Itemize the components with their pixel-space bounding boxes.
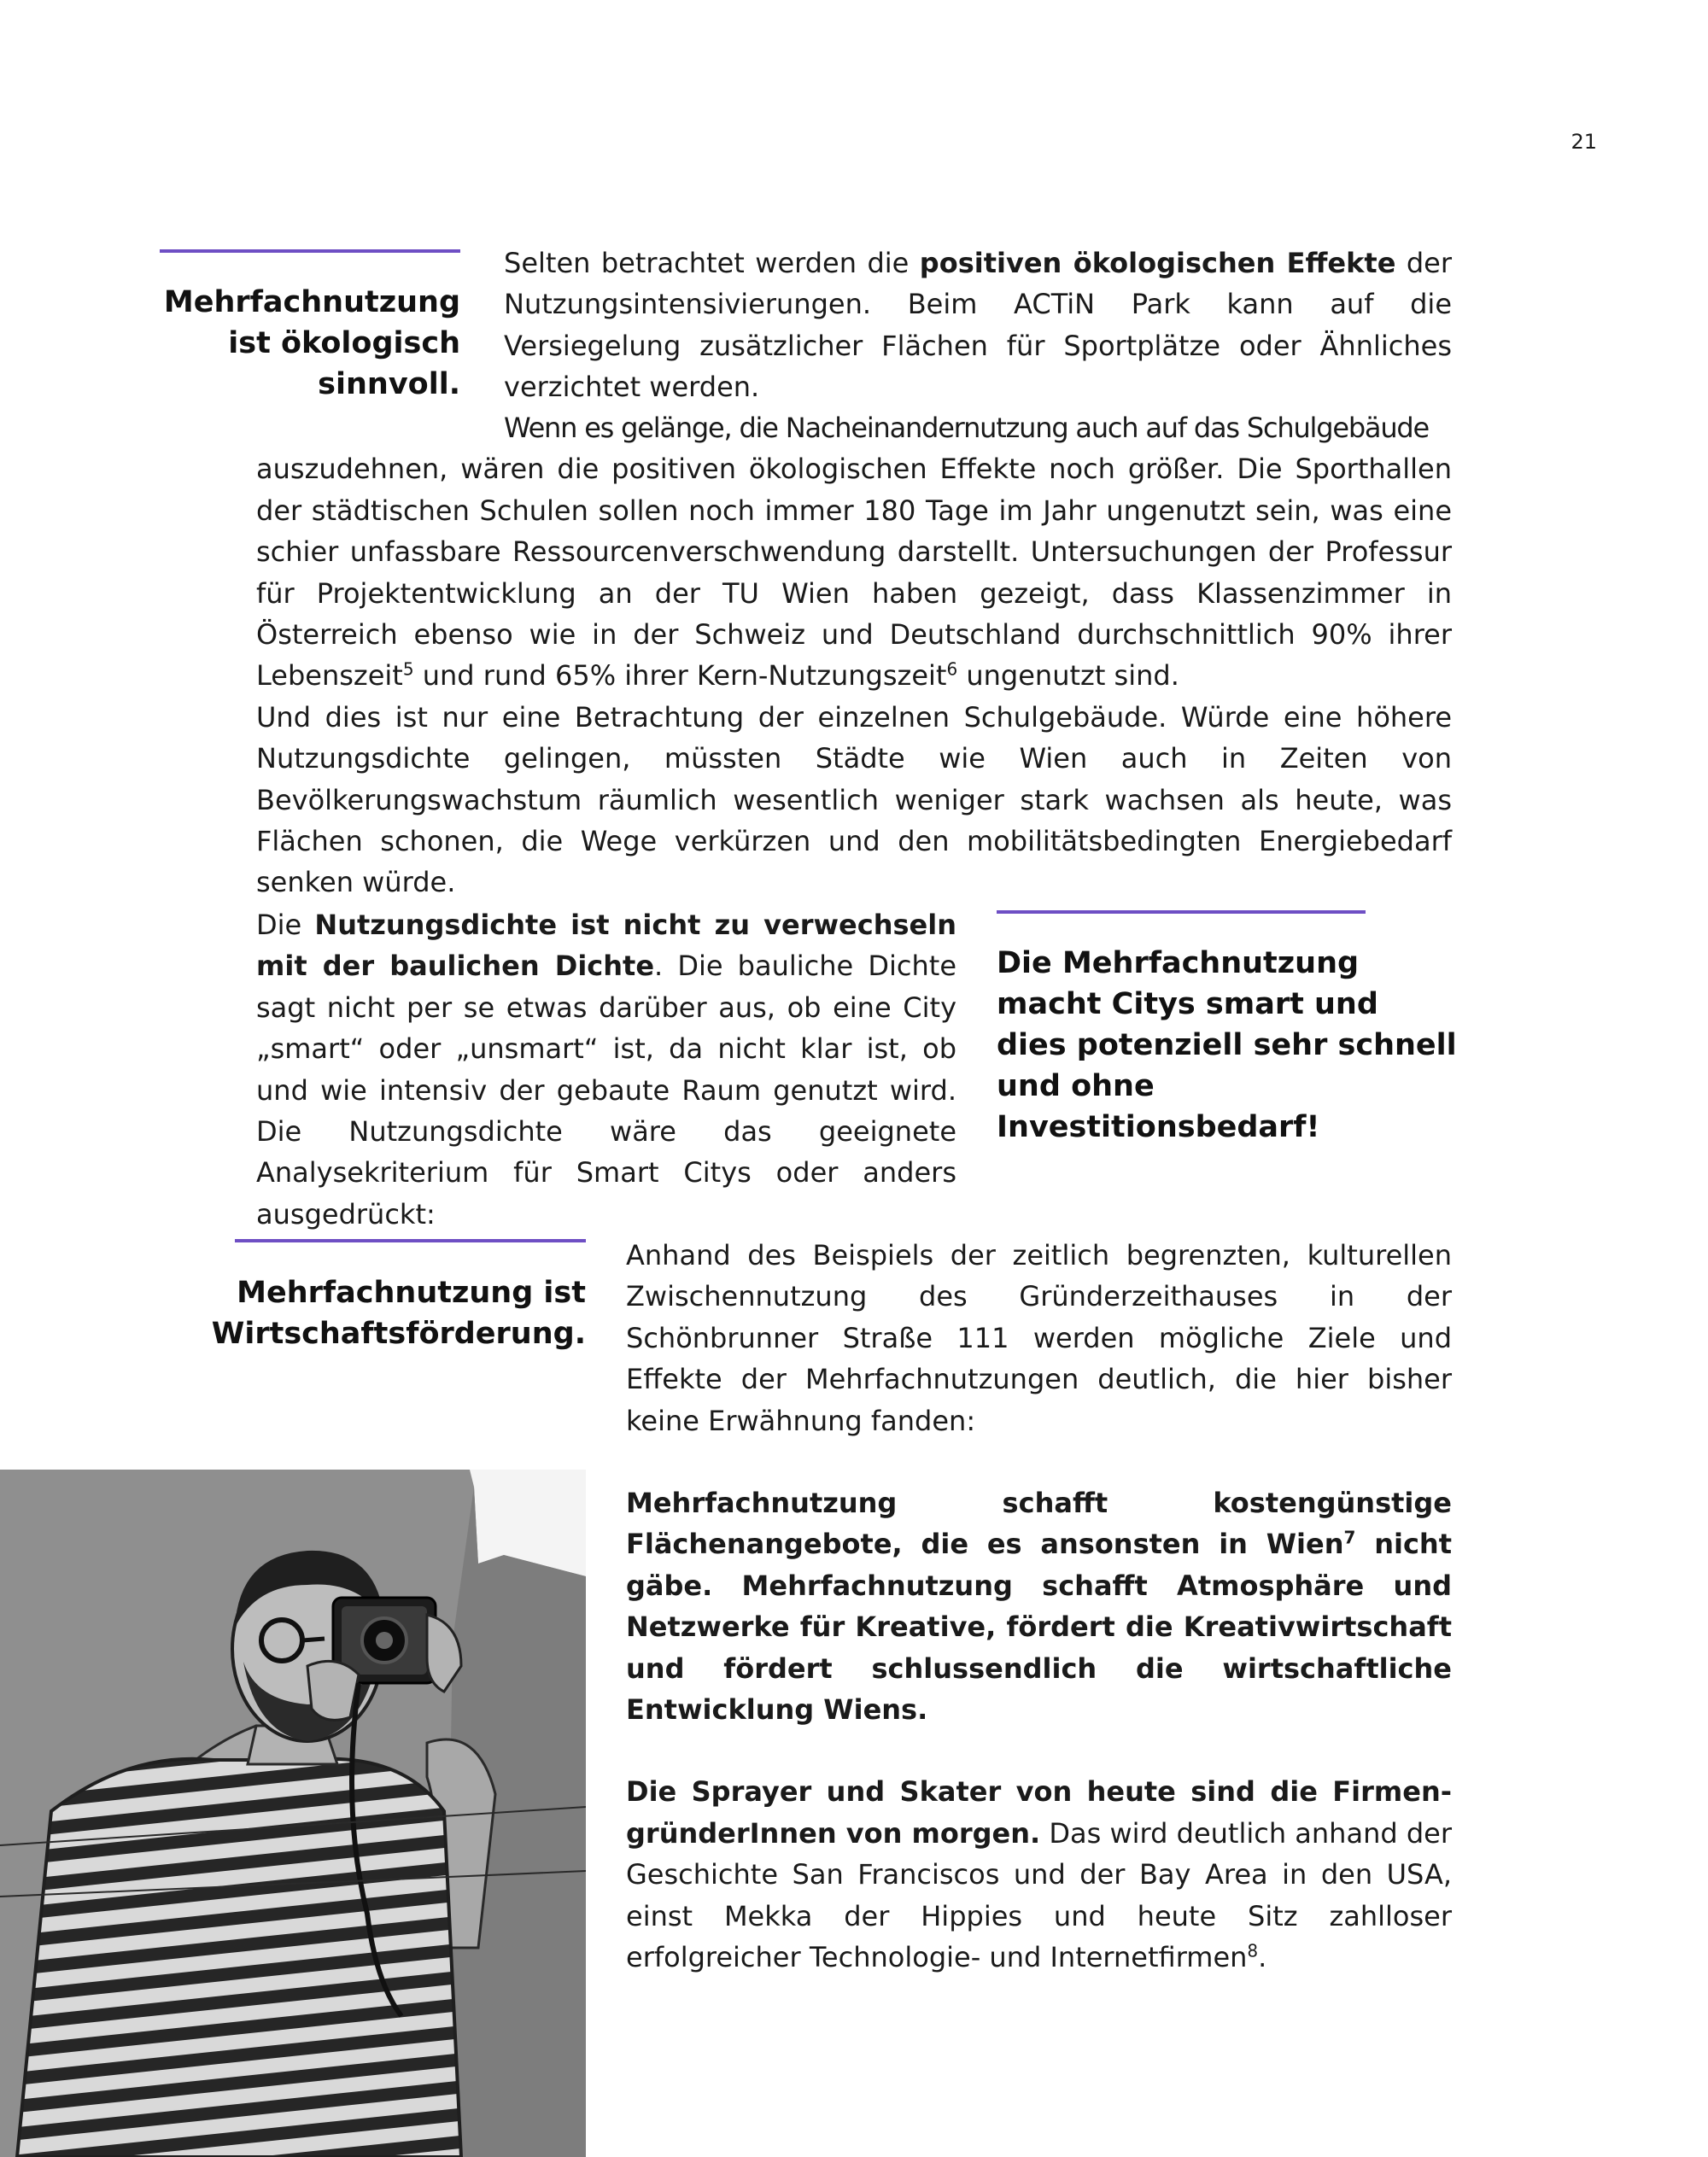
paragraph-example: Anhand des Beispiels der zeitlich begrenzten, kulturellen Zwischennutzung des Gründerzeithauses in der Schönbrunner Straße 111 werden mögliche Ziele und Effekte der Mehrfachnutzungen deutlich, die hier bisher keine Erwähnung fanden: [626, 1239, 1452, 1437]
section-heading-economy: Mehrfachnutzung ist Wirtschaftsförderung. [211, 1276, 586, 1351]
footnote-ref: 6 [946, 658, 958, 680]
footnote-ref: 8 [1247, 1940, 1259, 1961]
callout-quote: Die Mehrfachnutzung macht Citys smart und dies potenziell sehr schnell und ohne Investitionsbedarf! [997, 946, 1457, 1144]
section-heading-ecology: Mehrfachnutzung ist ökologisch sinnvoll. [163, 285, 460, 401]
mural-photo [0, 1470, 586, 2157]
paragraph-bold-claims: Mehrfachnutzung schafft kostengünstige Flächenangebote, die es ansonsten in Wien$^7$ nicht gäbe. Mehrfachnutzung schafft Atmosphäre und Netzwerke für Kreative, fördert die Kreativwirtschaft und fördert schlussendlich die wirtschaftliche Entwicklung Wiens. [626, 1487, 1453, 1727]
bold-phrase: Nutzungsdichte ist nicht zu verwechseln mit der baulichen Dichte [256, 909, 957, 983]
mural-illustration [0, 1470, 586, 2157]
heading-rule [235, 1239, 586, 1242]
footnote-ref: 5 [402, 658, 414, 680]
paragraph-usage-density: Die Nutzungsdichte ist nicht zu verwechseln mit der baulichen Dichte. Die bauliche Dichte sagt nicht per se etwas darüber aus, ob eine City „smart“ oder „unsmart“ ist, da nicht klar ist, ob und wie intensiv der gebaute Raum genutzt wird. Die Nutzungsdichte wäre das geeignete Analysekriterium für Smart Citys oder anders ausgedrückt: [256, 909, 957, 1230]
intro-paragraph: Selten betrachtet werden die positiven ökologischen Effekte der Nutzungsintensivierungen. Beim ACTiN Park kann auf die Versiegelung zusätzlicher Flächen für Sportplätze oder Ähnliches verzichtet werden. [504, 247, 1453, 404]
page-number: 21 [1571, 130, 1597, 154]
paragraph-founders: Die Sprayer und Skater von heute sind die FirmengründerInnen von morgen. Das wird deutlich anhand der Geschichte San Franciscos und der Bay Area in den USA, einst Mekka der Hippies und heute Sitz zahlloser erfolgreicher Technologie- und Internetfirmen$^8$. [626, 1775, 1453, 1974]
heading-rule [160, 249, 460, 253]
first-line: Wenn es gelänge, die Nacheinandernutzung auch auf das Schulgebäude [504, 412, 1430, 444]
paragraph-density: Und dies ist nur eine Betrachtung der einzelnen Schulgebäude. Würde eine höhere Nutzungsdichte gelingen, müssten Städte wie Wien auch in Zeiten von Bevölkerungswachstum räumlich wesentlich weniger stark wachsen als heute, was Flächen schonen, die Wege verkürzen und den mobilitätsbedingten Energiebedarf senken würde. [256, 700, 1452, 899]
footnote-ref: 7 [1343, 1527, 1356, 1548]
callout-rule [997, 910, 1366, 914]
paragraph-ecology-continued: Wenn es gelänge, die Nacheinandernutzung auch auf das Schulgebäude auszudehnen, wären die positiven ökologischen Effekte noch größer. Die Sporthallen der städtischen Schulen sollen noch immer 180 Tage im Jahr ungenutzt sein, was eine schier unfassbare Ressourcenverschwendung darstellt. Untersuchungen der Professur für Projektentwicklung an der TU Wien haben gezeigt, dass Klassenzimmer in Österreich ebenso wie in der Schweiz und Deutschland durchschnittlich 90% ihrer Lebenszeit$^5$ und rund 65% ihrer Kern-Nutzungszeit$^6$ ungenutzt sind. Und dies ist nur eine Betrachtung der einzelnen Schulgebäude. Würde eine höhere Nutzungsdichte gelingen, müssten Städte wie Wien auch in Zeiten von Bevölkerungswachstum räumlich wesentlich weniger stark wachsen als heute, was Flächen schonen, die Wege verkürzen und den mobilitätsbedingten Energiebedarf senken würde. [256, 407, 1452, 903]
economy-text [626, 1235, 1452, 1979]
bold-phrase: positiven ökologischen Effekte [919, 247, 1396, 279]
